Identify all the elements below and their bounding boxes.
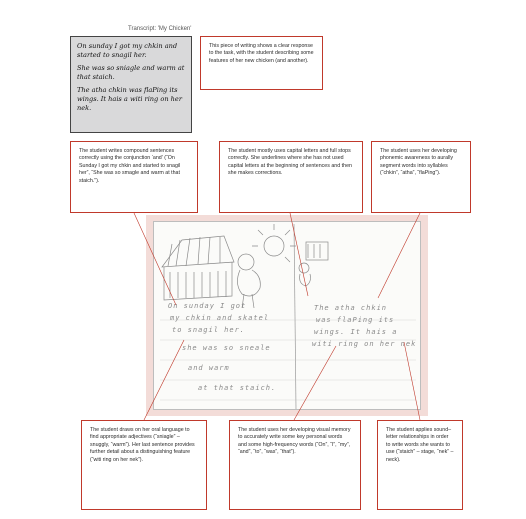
annotation-compound-sentences: The student writes compound sentences correctly using the conjunction ‘and’ (“On Sunday I got my chkin and started to snagil her”, “She was so smagle and warm at that staich.”).: [70, 141, 198, 213]
leader-line-sound: [404, 342, 420, 420]
leader-line-visual: [294, 346, 336, 420]
handwriting-line: she was so sneale: [182, 344, 271, 352]
leader-line-phonemic: [378, 213, 420, 298]
annotation-phonemic-awareness: The student uses her developing phonemic awareness to aurally segment words into syllables (“chkin”, “atha”, “flaPing”).: [371, 141, 471, 213]
handwriting-line: to snagil her.: [172, 326, 246, 334]
transcript-line: She was so sniagle and warm at that staich.: [77, 64, 185, 81]
annotation-capital-letters: The student mostly uses capital letters and full stops correctly. She underlines where she has not used capital letters at the beginning of sentences and then she makes corrections.: [219, 141, 363, 213]
annotation-visual-memory: The student uses her developing visual memory to accurately write some key personal words and some high-frequency words (“On”, “I”, “my”, “and”, “to”, “was”, “that”).: [229, 420, 361, 510]
annotation-task-response: This piece of writing shows a clear response to the task, with the student describing some features of her new chicken (and another).: [200, 36, 323, 90]
handwriting-line: On sunday I got: [168, 302, 247, 310]
annotation-sound-letter: The student applies sound–letter relationships in order to write words she wants to use (“staich” – stage, “nek” – neck).: [377, 420, 463, 510]
handwriting-line: wings. It hais a: [314, 328, 398, 336]
page-title: Transcript: 'My Chicken': [128, 26, 192, 32]
leader-line-capitals: [290, 213, 308, 296]
handwriting-line: my chkin and skatel: [170, 314, 270, 322]
leader-line-oral: [144, 340, 184, 420]
handwriting-line: The atha chkin: [314, 304, 388, 312]
handwriting-line: at that staich.: [198, 384, 277, 392]
transcript-line: The atha chkin was flaPing its wings. It hais a witi ring on her nek.: [77, 86, 182, 112]
handwriting-line: and warm: [188, 364, 230, 372]
handwriting-line: witi ring on her nek: [312, 340, 417, 348]
annotation-oral-language: The student draws on her oral language to find appropriate adjectives (“sniagle” – snuggly, “warm”). Her last sentence provides further detail about a distinguishing feature (“witi ring on her nek”).: [81, 420, 207, 510]
transcript-line: On sunday I got my chkin and started to snagil her.: [77, 42, 178, 59]
leader-line-compound: [134, 213, 176, 305]
handwriting-line: was flaPing its: [316, 316, 395, 324]
